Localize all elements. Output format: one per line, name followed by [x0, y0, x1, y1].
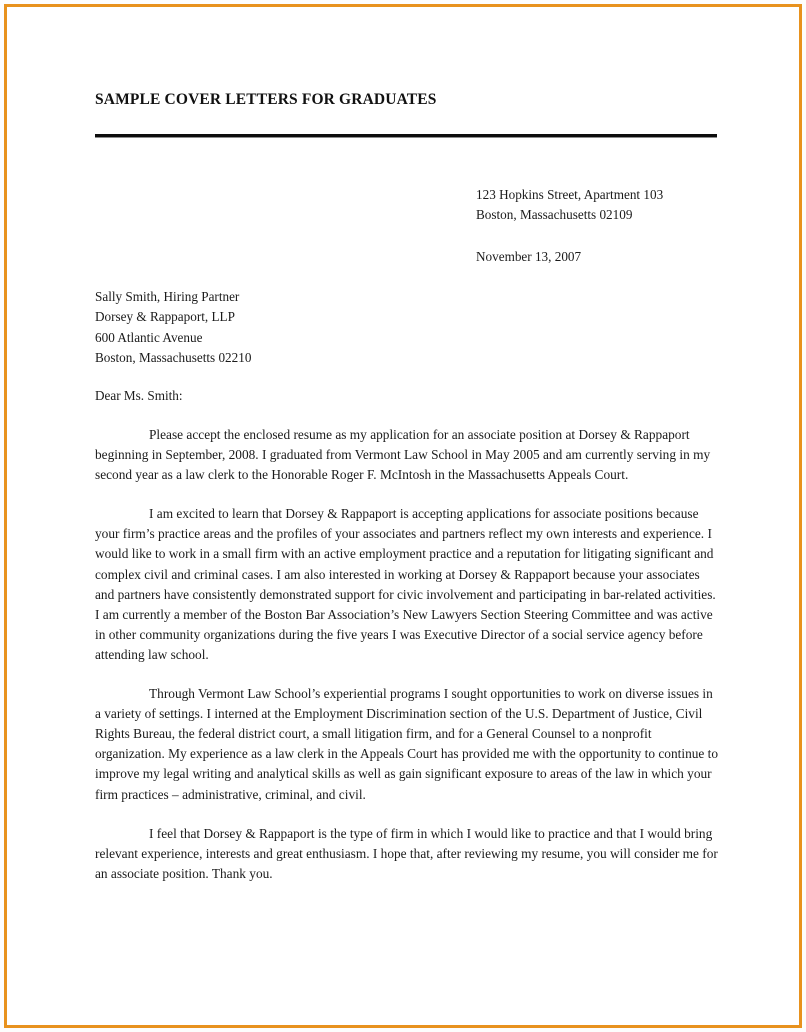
- letter-date: November 13, 2007: [476, 249, 582, 264]
- salutation: Dear Ms. Smith:: [95, 388, 183, 403]
- sender-city-state-zip: Boston, Massachusetts 02109: [476, 207, 633, 222]
- body-paragraph: Through Vermont Law School’s experiential programs I sought opportunities to work on diverse issues in a variety of settings. I interned at the Employment Discrimination section of the U.S. Department of Justice, Civil Rights Bureau, the federal district court, a small litigation firm, and for a General Counsel to a nonprofit organization. My experience as a law clerk in the Appeals Court has provided me with the opportunity to continue to improve my legal writing and analytical skills as well as gain significant exposure to areas of the law in which your firm practices – administrative, criminal, and civil.: [95, 686, 719, 802]
- title-divider-rule: [95, 134, 717, 138]
- recipient-name-title: Sally Smith, Hiring Partner: [95, 289, 240, 304]
- recipient-firm: Dorsey & Rappaport, LLP: [95, 309, 235, 325]
- page-title: SAMPLE COVER LETTERS FOR GRADUATES: [95, 91, 437, 108]
- letter-body: [95, 425, 719, 884]
- sender-street: 123 Hopkins Street, Apartment 103: [476, 187, 664, 202]
- sender-address-block: [476, 185, 726, 225]
- recipient-address-block: [95, 287, 435, 368]
- body-paragraph: Please accept the enclosed resume as my application for an associate position at Dorsey & Rappaport beginning in September, 2008. I graduated from Vermont Law School in May 2005 and am currently serving in my second year as a law clerk to the Honorable Roger F. McIntosh in the Massachusetts Appeals Court.: [95, 427, 711, 483]
- body-paragraph: I am excited to learn that Dorsey & Rappaport is accepting applications for associate positions because your firm’s practice areas and the profiles of your associates and partners reflect my own interests and experience. I would like to work in a small firm with an active employment practice and a reputation for litigating significant and complex civil and criminal cases. I am also interested in working at Dorsey & Rappaport because your associates and partners have consistently demonstrated support for civic involvement and participating in bar-related activities. I am currently a member of the Boston Bar Association’s New Lawyers Section Steering Committee and was active in other community organizations during the five years I was Executive Director of a social service agency before attending law school.: [95, 506, 716, 662]
- page-border-frame: [4, 4, 802, 1028]
- letter-sheet: [7, 7, 799, 1025]
- body-paragraph: I feel that Dorsey & Rappaport is the type of firm in which I would like to practice and that I would bring relevant experience, interests and great enthusiasm. I hope that, after reviewing my resume, you will consider me for an associate position. Thank you.: [95, 825, 718, 881]
- recipient-city-state-zip: Boston, Massachusetts 02210: [95, 349, 252, 365]
- recipient-street: 600 Atlantic Avenue: [95, 329, 203, 345]
